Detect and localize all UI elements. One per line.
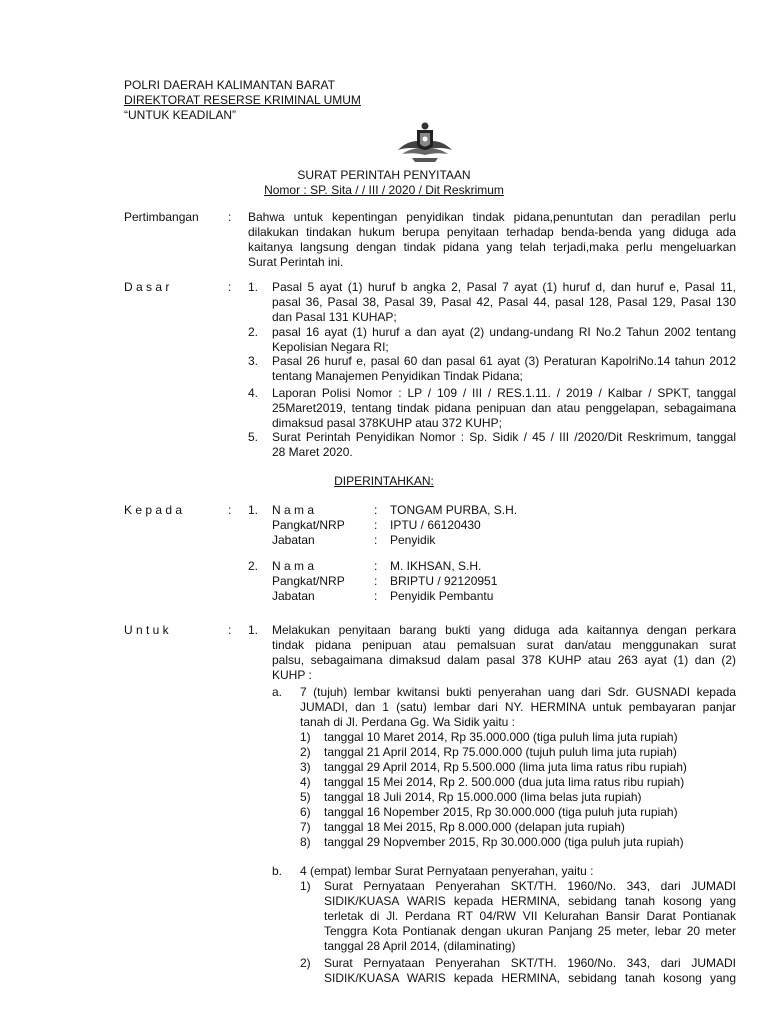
list-item: tanggal 16 Nopember 2015, Rp 30.000.000 (tiga puluh juta rupiah) bbox=[324, 805, 678, 819]
dasar-item: Surat Perintah Penyidikan Nomor : Sp. Sidik / 45 / III /2020/Dit Reskrimum, tanggal 28 Maret 2020. bbox=[272, 430, 736, 459]
person-name: TONGAM PURBA, S.H. bbox=[390, 503, 518, 517]
untuk-item-b: 4 (empat) lembar Surat Pernyataan penyerahan, yaitu : bbox=[300, 864, 594, 878]
diperintahkan-heading: DIPERINTAHKAN: bbox=[334, 474, 434, 488]
kepada-label: K e p a d a bbox=[124, 503, 183, 517]
person-rank: BRIPTU / 92120951 bbox=[390, 574, 498, 588]
list-item: tanggal 29 Nopvember 2015, Rp 30.000.000 (tiga puluh juta rupiah) bbox=[324, 835, 684, 849]
list-item: tanggal 18 Mei 2015, Rp 8.000.000 (delapan juta rupiah) bbox=[324, 820, 625, 834]
letterhead-line1: POLRI DAERAH KALIMANTAN BARAT bbox=[124, 78, 335, 92]
police-crest-emblem bbox=[390, 120, 460, 164]
untuk-label: U n t u k bbox=[124, 623, 169, 637]
list-item: Surat Pernyataan Penyerahan SKT/TH. 1960/No. 343, dari JUMADI SIDIK/KUASA WARIS kepada HERMINA, sebidang tanah kosong yang bbox=[324, 956, 736, 985]
list-item: tanggal 18 Juli 2014, Rp 15.000.000 (lima belas juta rupiah) bbox=[324, 790, 642, 804]
pertimbangan-label: Pertimbangan bbox=[124, 210, 199, 224]
person-rank: IPTU / 66120430 bbox=[390, 518, 481, 532]
list-item: tanggal 29 April 2014, Rp 5.500.000 (lima juta lima ratus ribu rupiah) bbox=[324, 760, 687, 774]
document-number bbox=[0, 183, 768, 198]
pertimbangan-text: Bahwa untuk kepentingan penyidikan tindak pidana,penuntutan dan peradilan perlu dilakukan tindakan hukum berupa penyitaan terhadap benda-benda yang diduga ada kaitanya langsung dengan tindak pidana yang telah terjadi,maka perlu mengeluarkan Surat Perintah ini. bbox=[248, 210, 736, 269]
person-position: Penyidik bbox=[390, 533, 436, 547]
letterhead-line2: DIREKTORAT RESERSE KRIMINAL UMUM bbox=[124, 93, 361, 107]
dasar-item: Pasal 5 ayat (1) huruf b angka 2, Pasal 7 ayat (1) huruf d, dan huruf e, Pasal 11, pasal 36, Pasal 38, Pasal 39, Pasal 42, Pasal 44, pasal 128, Pasal 129, Pasal 130 dan Pasal 131 KUHAP; bbox=[272, 280, 736, 324]
list-item: tanggal 10 Maret 2014, Rp 35.000.000 (tiga puluh lima juta rupiah) bbox=[324, 730, 678, 744]
list-item: tanggal 21 April 2014, Rp 75.000.000 (tujuh puluh lima juta rupiah) bbox=[324, 745, 677, 759]
person-name: M. IKHSAN, S.H. bbox=[390, 559, 482, 573]
letterhead bbox=[124, 78, 361, 123]
document-number-text: Nomor : SP. Sita / / III / 2020 / Dit Reskrimum bbox=[264, 183, 504, 197]
list-item: Surat Pernyataan Penyerahan SKT/TH. 1960/No. 343, dari JUMADI SIDIK/KUASA WARIS kepada HERMINA, sebidang tanah kosong yang terletak di Jl. Perdana RT 04/RW VII Kelurahan Bansir Darat Pontianak Tenggra Kota Pontianak dengan ukuran Panjang 25 meter, lebar 20 meter tanggal 28 April 2014, (dilaminating) bbox=[324, 879, 736, 953]
untuk-item-a: 7 (tujuh) lembar kwitansi bukti penyerahan uang dari Sdr. GUSNADI kepada JUMADI, dan 1 (satu) lembar dari NY. HERMINA untuk pembayaran panjar tanah di Jl. Perdana Gg. Wa Sidik yaitu : bbox=[300, 685, 736, 729]
dasar-item: Laporan Polisi Nomor : LP / 109 / III / RES.1.11. / 2019 / Kalbar / SPKT, tanggal 25Maret2019, tentang tindak pidana penipuan dan atau penggelapan, sebagaimana dimaksud pasal 378KUHP atau 372 KUHP; bbox=[272, 386, 736, 430]
dasar-label: D a s a r bbox=[124, 280, 170, 294]
document-title: SURAT PERINTAH PENYITAAN bbox=[297, 168, 471, 182]
untuk-text: Melakukan penyitaan barang bukti yang diduga ada kaitannya dengan perkara tindak pidana penipuan atau pemalsuan surat dan/atau menggunakan surat palsu, sebagaimana dimaksud dalam pasal 378 KUHP atau 263 ayat (1) dan (2) KUHP : bbox=[272, 623, 736, 682]
letterhead-line3: “UNTUK KEADILAN” bbox=[124, 108, 237, 122]
dasar-item: pasal 16 ayat (1) huruf a dan ayat (2) undang-undang RI No.2 Tahun 2002 tentang Kepolisian Negara RI; bbox=[272, 325, 736, 354]
dasar-item: Pasal 26 huruf e, pasal 60 dan pasal 61 ayat (3) Peraturan KapolriNo.14 tahun 2012 tentang Manajemen Penyidikan Tindak Pidana; bbox=[272, 354, 736, 383]
document-page: POLRI DAERAH KALIMANTAN BARAT DIREKTORAT RESERSE KRIMINAL UMUM “UNTUK KEADILAN” SURAT PERINTAH PENYITAAN Nomor : SP. Sita / / III / 2020 / Dit Reskrimum Pertimbangan : Bahwa untuk kepentingan penyidikan tindak pidana,penuntutan dan peradilan perlu dilakukan tindakan hukum berupa penyitaan terhadap benda-benda yang diduga ada kaitanya langsung dengan tindak pidana yang telah terjadi,maka perlu mengeluarkan Surat Perintah ini. D a s a r : 1. Pasal 5 ayat (1) huruf b angka 2, Pasal 7 ayat (1) huruf d, dan huruf e, Pasal 11, pasal 36, Pasal 38, Pasal 39, Pasal 42, Pasal 44, pasal 128, Pasal 129, Pasal 130 dan Pasal 131 KUHAP; 2. pasal 16 ayat (1) huruf a dan ayat (2) undang-undang RI No.2 Tahun 2002 tentang Kepolisian Negara RI; 3. Pasal 26 huruf e, pasal 60 dan pasal 61 ayat (3) Peraturan KapolriNo.14 tahun 2012 tentang Manajemen Penyidikan Tindak Pidana; 4. Laporan Polisi Nomor : LP / 109 / III / RES.1.11. / 2019 / Kalbar / SPKT, tanggal 25Maret2019, tentang tindak pidana penipuan dan atau penggelapan, sebagaimana dimaksud pasal 378KUHP atau 372 KUHP; 5. Surat Perintah Penyidikan Nomor : Sp. Sidik / 45 / III /2020/Dit Reskrimum, tanggal 28 Maret 2020. DIPERINTAHKAN: K e p a d a : 1. N a m a : TONGAM PURBA, S.H. Pangkat/NRP : IPTU / 66120430 Jabatan : Penyidik 2. N a m a : M. IKHSAN, S.H. Pangkat/NRP : BRIPTU / 92120951 Jabatan : Penyidik Pembantu U n t u k : 1. Melakukan penyitaan barang bukti yang diduga ada kaitannya dengan perkara tindak pidana penipuan atau pemalsuan surat dan/atau menggunakan surat palsu, sebagaimana dimaksud dalam pasal 378 KUHP atau 263 ayat (1) dan (2) KUHP : a. 7 (tujuh) lembar kwitansi bukti penyerahan uang dari Sdr. GUSNADI kepada JUMADI, dan 1 (satu) lembar dari NY. HERMINA untuk pembayaran panjar tanah di Jl. Perdana Gg. Wa Sidik yaitu : 1) tanggal 10 Maret 2014, Rp 35.000.000 (tiga puluh lima juta rupiah) 2) tanggal 21 April 2014, Rp 75.000.000 (tujuh puluh lima juta rupiah) 3) tanggal 29 April 2014, Rp 5.500.000 (lima juta lima ratus ribu rupiah) 4) tanggal 15 Mei 2014, Rp 2. 500.000 (dua juta lima ratus ribu rupiah) 5) tanggal 18 Juli 2014, Rp 15.000.000 (lima belas juta rupiah) 6) tanggal 16 Nopember 2015, Rp 30.000.000 (tiga puluh juta rupiah) 7) tanggal 18 Mei 2015, Rp 8.000.000 (delapan juta rupiah) 8) tanggal 29 Nopvember 2015, Rp 30.000.000 (tiga puluh juta rupiah) b. 4 (empat) lembar Surat Pernyataan penyerahan, yaitu : 1) Surat Pernyataan Penyerahan SKT/TH. 1960/No. 343, dari JUMADI SIDIK/KUASA WARIS kepada HERMINA, sebidang tanah kosong yang terletak di Jl. Perdana RT 04/RW VII Kelurahan Bansir Darat Pontianak Tenggra Kota Pontianak dengan ukuran Panjang 25 meter, lebar 20 meter tanggal 28 April 2014, (dilaminating) 2) Surat Pernyataan Penyerahan SKT/TH. 1960/No. 343, dari JUMADI SIDIK/KUASA WARIS kepada HERMINA, sebidang tanah kosong yang bbox=[0, 0, 768, 1024]
person-position: Penyidik Pembantu bbox=[390, 589, 494, 603]
list-item: tanggal 15 Mei 2014, Rp 2. 500.000 (dua juta lima ratus ribu rupiah) bbox=[324, 775, 685, 789]
